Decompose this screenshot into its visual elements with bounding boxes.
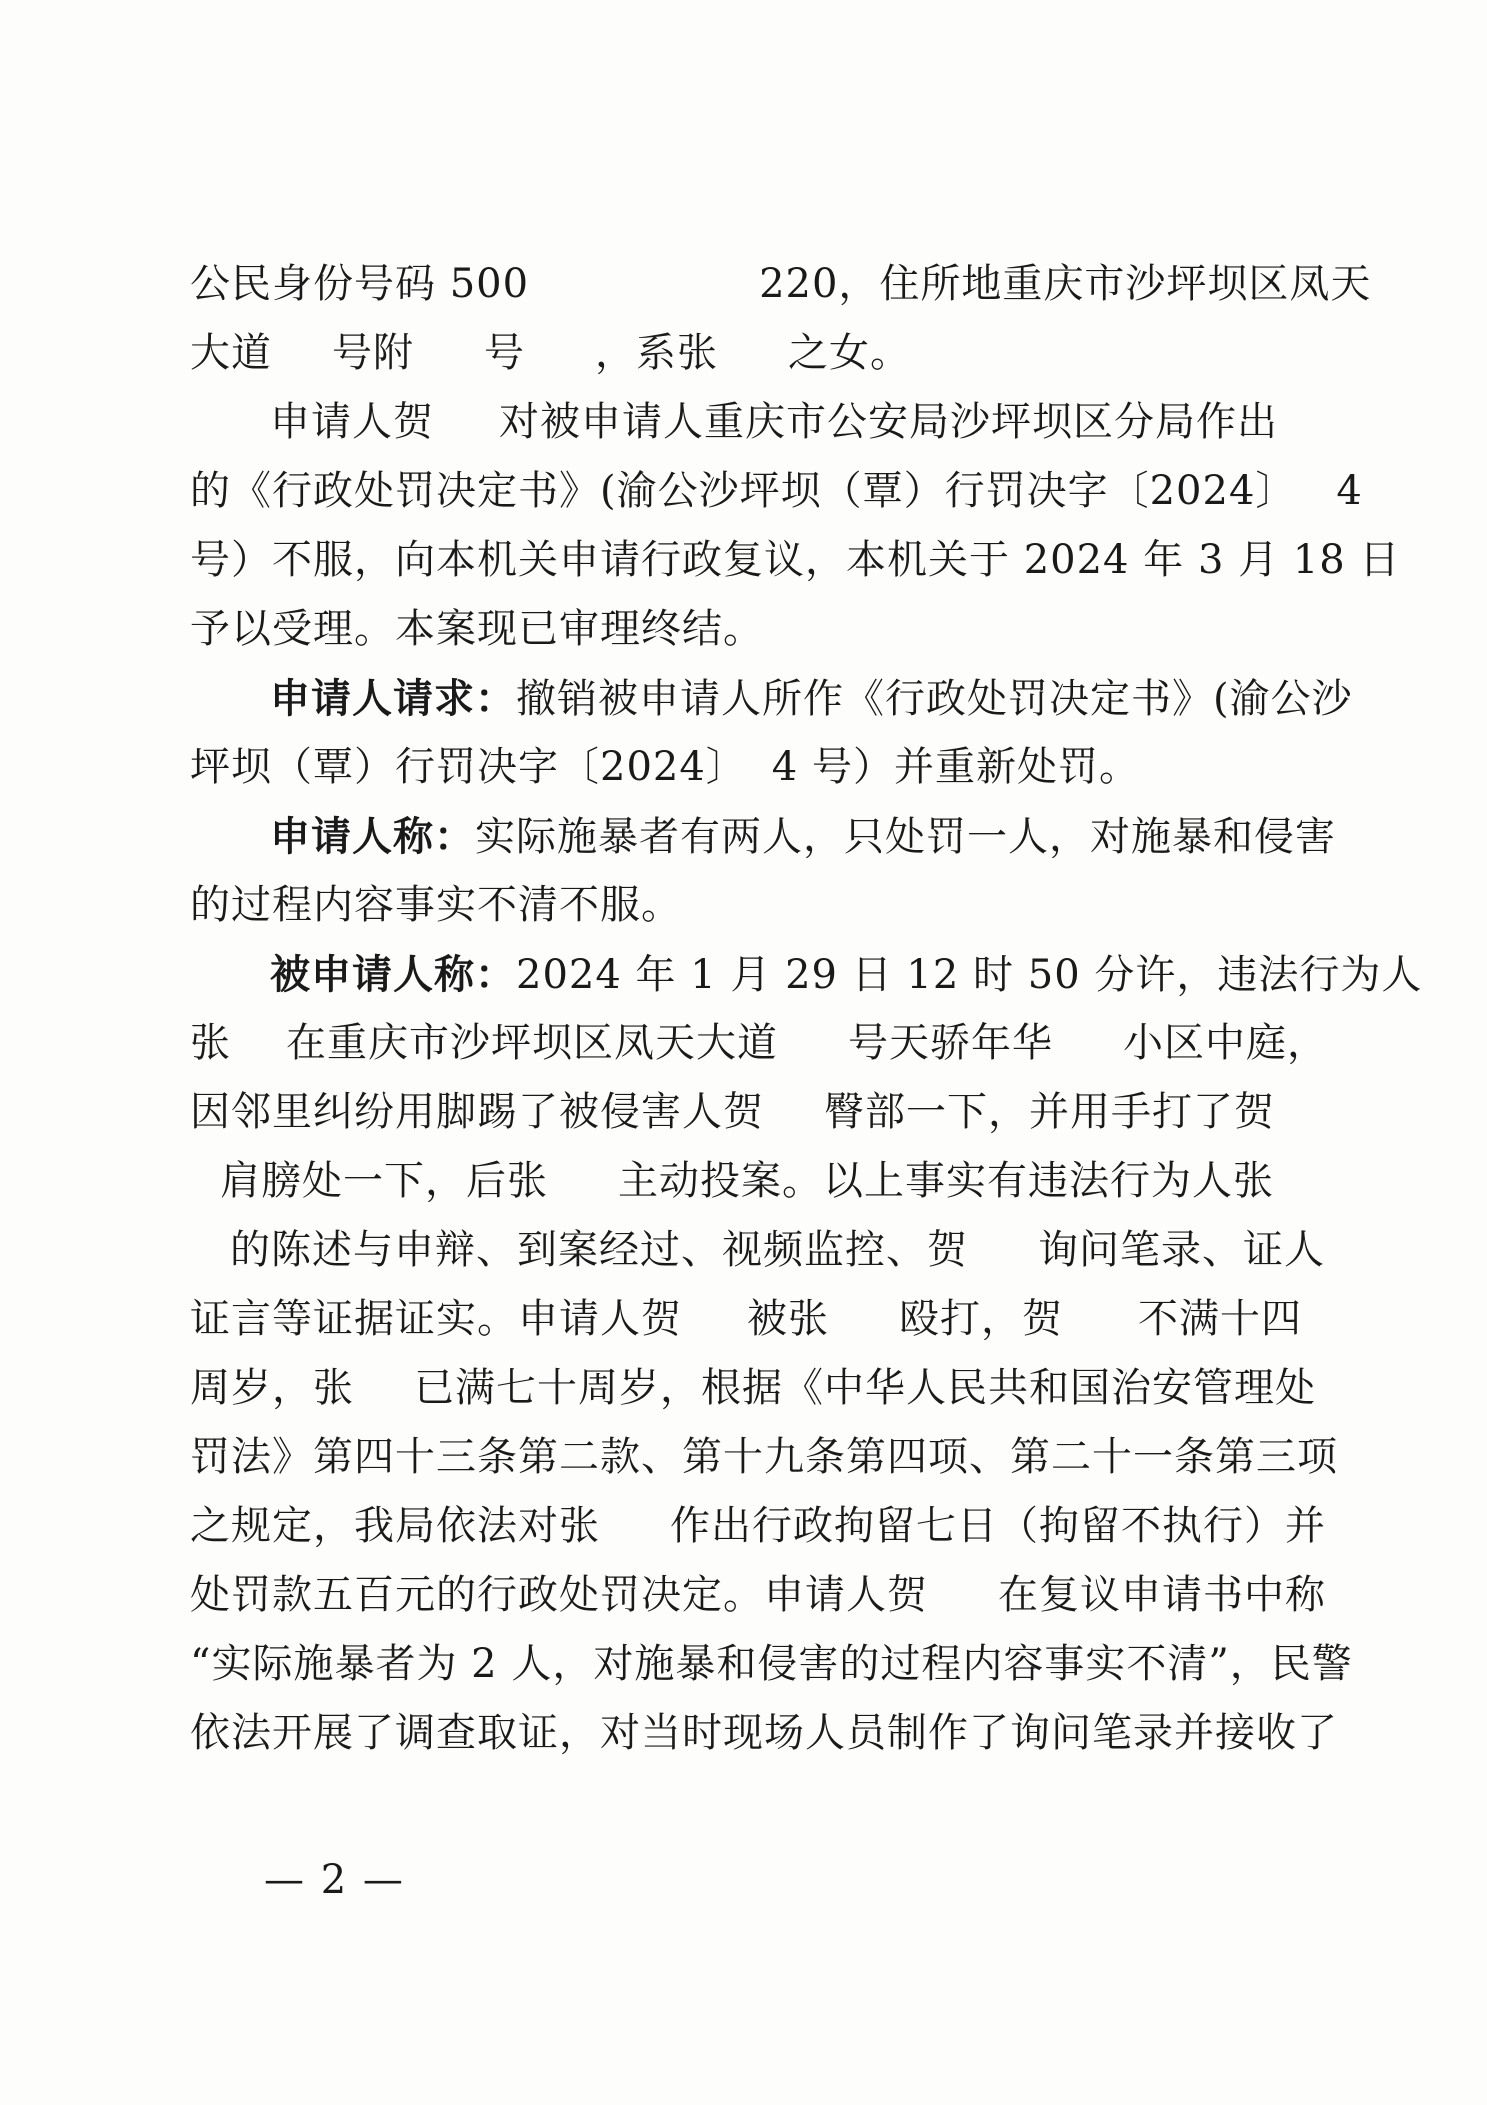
text-run: 之规定，我局依法对张 bbox=[190, 1503, 600, 1549]
text-run: 罚法》第四十三条第二款、第十九条第四项、第二十一条第三项 bbox=[190, 1434, 1338, 1480]
text-run: 主动投案。以上事实有违法行为人张 bbox=[618, 1158, 1274, 1204]
text-line bbox=[190, 871, 1295, 940]
text-run: 肩膀处一下，后张 bbox=[220, 1158, 548, 1204]
text-run: 不满十四 bbox=[1138, 1296, 1302, 1342]
text-run: 2024 年 1 月 29 日 12 时 50 分许，违法行为人 bbox=[516, 952, 1423, 998]
document-body bbox=[190, 250, 1423, 1768]
text-run: 对被申请人重庆市公安局沙坪坝区分局作出 bbox=[499, 399, 1278, 445]
text-run: 4 号）并重新处罚。 bbox=[771, 744, 1140, 790]
text-run: 被张 bbox=[747, 1296, 829, 1342]
text-run: 殴打，贺 bbox=[899, 1296, 1063, 1342]
text-run: 在复议申请书中称 bbox=[998, 1572, 1326, 1618]
text-line bbox=[190, 526, 1401, 595]
text-run: 申请人贺 bbox=[270, 399, 434, 445]
text-run: 处罚款五百元的行政处罚决定。申请人贺 bbox=[190, 1572, 928, 1618]
section-label: 申请人称： bbox=[270, 813, 475, 860]
text-line bbox=[190, 1216, 1325, 1285]
text-line bbox=[190, 1492, 1326, 1561]
text-run: 实际施暴者有两人，只处罚一人，对施暴和侵害 bbox=[475, 814, 1336, 860]
text-run: 证言等证据证实。申请人贺 bbox=[190, 1296, 682, 1342]
text-run: 4 bbox=[1336, 468, 1363, 514]
text-line bbox=[190, 250, 1372, 319]
text-run: 的陈述与申辩、到案经过、视频监控、贺 bbox=[230, 1227, 968, 1273]
text-run: 220，住所地重庆市沙坪坝区凤天 bbox=[759, 261, 1372, 307]
text-run: 询问笔录、证人 bbox=[1038, 1227, 1325, 1273]
text-line bbox=[190, 388, 1295, 457]
page-number: — 2 — bbox=[264, 1857, 405, 1903]
text-line bbox=[190, 457, 1363, 526]
text-run: 的《行政处罚决定书》(渝公沙坪坝（覃）行罚决字〔2024〕 bbox=[190, 468, 1297, 514]
text-line bbox=[190, 1078, 1295, 1147]
text-line bbox=[190, 1423, 1338, 1492]
text-run: 予以受理。本案现已审理终结。 bbox=[190, 606, 764, 652]
text-run: 大道 bbox=[190, 330, 272, 376]
text-run: 号附 bbox=[332, 330, 414, 376]
section-label: 被申请人称： bbox=[270, 951, 516, 998]
text-run: 的过程内容事实不清不服。 bbox=[190, 882, 682, 928]
text-line bbox=[190, 940, 1423, 1009]
text-run: “实际施暴者为 2 人，对施暴和侵害的过程内容事实不清”，民警 bbox=[190, 1641, 1353, 1687]
text-line bbox=[190, 595, 1295, 664]
text-run: 之女。 bbox=[788, 330, 911, 376]
text-run: 因邻里纠纷用脚踢了被侵害人贺 bbox=[190, 1089, 764, 1135]
text-run: 号 bbox=[484, 330, 525, 376]
text-run: 臀部一下，并用手打了贺 bbox=[824, 1089, 1275, 1135]
text-line bbox=[190, 664, 1353, 733]
text-line bbox=[190, 1561, 1326, 1630]
text-line bbox=[190, 1285, 1302, 1354]
text-run: 坪坝（覃）行罚决字〔2024〕 bbox=[190, 744, 747, 790]
text-run: ，系张 bbox=[595, 330, 718, 376]
text-line bbox=[190, 1009, 1328, 1078]
text-run: 撤销被申请人所作《行政处罚决定书》(渝公沙 bbox=[516, 676, 1353, 722]
text-run: 号天骄年华 bbox=[848, 1020, 1053, 1066]
text-run: 依法开展了调查取证，对当时现场人员制作了询问笔录并接收了 bbox=[190, 1710, 1338, 1756]
text-line bbox=[190, 1147, 1295, 1216]
section-label: 申请人请求： bbox=[270, 675, 516, 722]
text-run: 小区中庭， bbox=[1123, 1020, 1328, 1066]
text-run: 已满七十周岁，根据《中华人民共和国治安管理处 bbox=[414, 1365, 1316, 1411]
text-run: 作出行政拘留七日（拘留不执行）并 bbox=[670, 1503, 1326, 1549]
text-line bbox=[190, 319, 1295, 388]
text-line bbox=[190, 1354, 1316, 1423]
text-run: 周岁，张 bbox=[190, 1365, 354, 1411]
text-line bbox=[190, 802, 1336, 871]
text-run: 张 bbox=[190, 1020, 231, 1066]
text-line bbox=[190, 733, 1295, 802]
text-run: 公民身份号码 500 bbox=[190, 261, 530, 307]
text-line bbox=[190, 1630, 1353, 1699]
text-line bbox=[190, 1699, 1338, 1768]
text-run: 号）不服，向本机关申请行政复议，本机关于 2024 年 3 月 18 日 bbox=[190, 537, 1401, 583]
text-run: 在重庆市沙坪坝区凤天大道 bbox=[286, 1020, 778, 1066]
